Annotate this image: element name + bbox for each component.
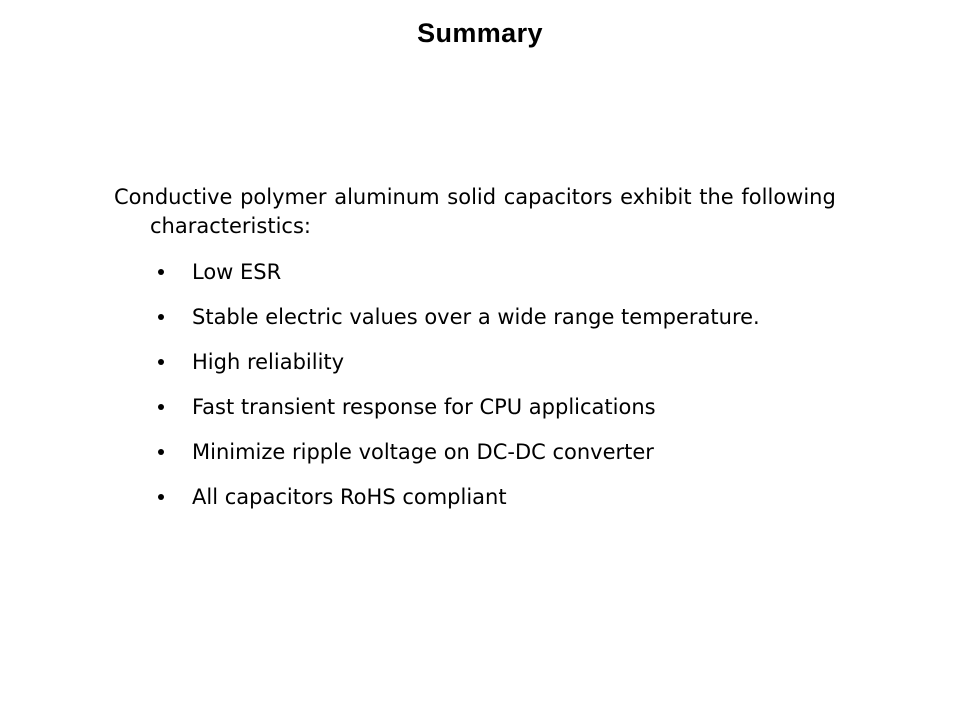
list-item: [158, 437, 760, 482]
list-item-text: High reliability: [192, 350, 345, 374]
list-item: [158, 257, 760, 302]
list-item-text: Low ESR: [192, 260, 282, 284]
slide-title: Summary: [417, 18, 543, 48]
characteristics-list: [158, 257, 760, 527]
list-item-text: All capacitors RoHS compliant: [192, 485, 507, 509]
bullet-icon: [158, 314, 164, 320]
list-item: [158, 347, 760, 392]
list-item-text: Stable electric values over a wide range temperature.: [192, 305, 760, 329]
list-item: [158, 482, 760, 527]
bullet-icon: [158, 494, 164, 500]
list-item-text: Minimize ripple voltage on DC-DC converter: [192, 440, 654, 464]
bullet-icon: [158, 404, 164, 410]
bullet-icon: [158, 449, 164, 455]
list-item: [158, 302, 760, 347]
bullet-icon: [158, 269, 164, 275]
list-item: [158, 392, 760, 437]
list-item-text: Fast transient response for CPU applications: [192, 395, 656, 419]
intro-text: Conductive polymer aluminum solid capacitors exhibit the following characteristics:: [114, 185, 836, 238]
bullet-icon: [158, 359, 164, 365]
